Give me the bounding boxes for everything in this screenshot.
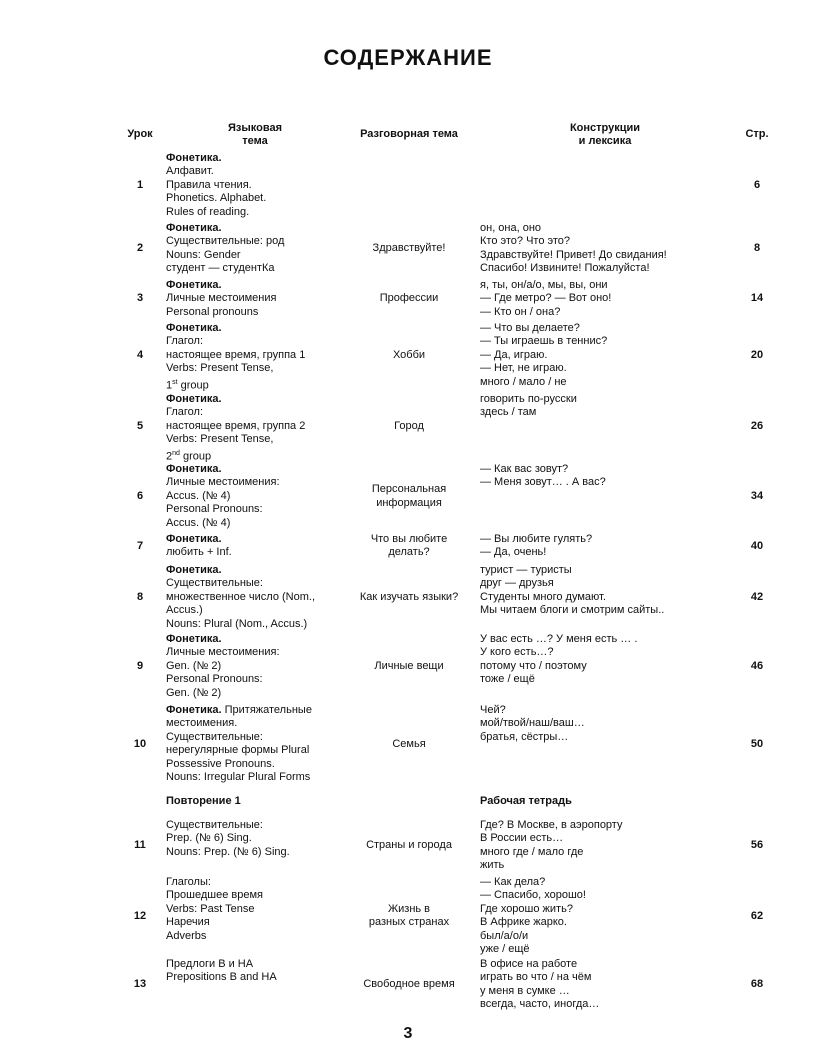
text-line: Глагол:	[166, 335, 203, 348]
text-line: 1st group	[166, 378, 209, 392]
text-line: много где / мало где	[480, 845, 584, 858]
text-line: Prepositions B and HA	[166, 971, 277, 984]
text-line: Личные местоимения:	[166, 476, 280, 489]
text-line: тоже / ещё	[480, 673, 535, 686]
bold-line: Фонетика.	[166, 633, 222, 645]
bold-line: Рабочая тетрадь	[480, 795, 572, 807]
text-line: Gen. (№ 2)	[166, 659, 222, 672]
page-title: СОДЕРЖАНИЕ	[323, 45, 493, 70]
text-line: Чей?	[480, 704, 506, 716]
text-line: жить	[480, 859, 505, 872]
constructions-cell	[480, 958, 680, 1012]
constructions-cell	[480, 463, 680, 490]
lesson-number: 8	[136, 590, 144, 603]
text-line: Существительные: род	[166, 235, 285, 248]
constructions-cell	[480, 533, 680, 560]
text-line: — Спасибо, хорошо!	[480, 889, 586, 902]
text-line: — Как вас зовут?	[480, 463, 569, 475]
bold-line: Повторение 1	[166, 795, 241, 807]
bold-line: Фонетика.	[166, 322, 222, 334]
constructions-cell	[480, 222, 680, 276]
text-line: Глаголы:	[166, 876, 211, 888]
language-topic-cell	[166, 152, 346, 219]
text-line: Профессии	[379, 292, 439, 305]
text-line: Наречия	[166, 916, 210, 929]
bold-line: Фонетика.	[166, 152, 222, 164]
text-line: Personal pronouns	[166, 305, 259, 318]
speaking-topic-cell	[345, 292, 473, 305]
page-ref: 42	[750, 590, 764, 603]
text-line: — Что вы делаете?	[480, 322, 580, 334]
constructions-cell	[480, 564, 680, 618]
text-line: Правила чтения.	[166, 178, 252, 191]
lesson-number: 3	[136, 292, 144, 305]
speaking-topic-cell	[345, 533, 473, 560]
language-topic-cell	[166, 533, 346, 560]
text-line: Prep. (№ 6) Sing.	[166, 832, 252, 845]
text-line: Adverbs	[166, 929, 207, 942]
text-line: потому что / поэтому	[480, 659, 587, 672]
text-line: Кто это? Что это?	[480, 235, 571, 248]
lesson-number: 6	[136, 489, 144, 502]
language-topic-cell	[166, 795, 346, 808]
page-number: 3	[403, 1025, 413, 1042]
language-topic-cell	[166, 704, 346, 784]
text-line: — Как дела?	[480, 876, 546, 888]
constructions-cell	[480, 704, 680, 744]
text-line: Спасибо! Извините! Пожалуйста!	[480, 262, 650, 275]
text-line: он, она, оно	[480, 222, 542, 234]
speaking-topic-cell	[345, 903, 473, 930]
constructions-cell	[480, 393, 680, 420]
text-line: настоящее время, группа 2	[166, 419, 306, 432]
lesson-number: 1	[136, 178, 144, 191]
text-line: Предлоги В и НА	[166, 958, 254, 970]
text-line: Как изучать языки?	[359, 590, 459, 603]
text-line: мой/твой/наш/ваш…	[480, 717, 585, 730]
speaking-topic-cell	[345, 978, 473, 991]
text-line: Accus. (№ 4)	[166, 516, 231, 529]
text-line: В Африке жарко.	[480, 916, 567, 929]
speaking-topic-cell	[345, 839, 473, 852]
language-topic-cell	[166, 393, 346, 464]
language-topic-cell	[166, 564, 346, 631]
constructions-cell	[480, 819, 680, 873]
constructions-cell	[480, 633, 680, 687]
text-line: В России есть…	[480, 832, 564, 845]
text-line: настоящее время, группа 1	[166, 348, 306, 361]
text-line: Accus.)	[166, 604, 203, 617]
bold-line: Фонетика. Притяжательные	[166, 704, 312, 716]
speaking-topic-cell	[345, 349, 473, 362]
text-line: Хобби	[392, 348, 426, 361]
text-line: местоимения.	[166, 717, 238, 730]
text-line: Phonetics. Alphabet.	[166, 192, 267, 205]
lesson-number: 13	[133, 978, 147, 991]
lesson-number: 12	[133, 909, 147, 922]
text-line: — Где метро? — Вот оно!	[480, 292, 612, 305]
speaking-topic-cell	[345, 591, 473, 604]
text-line: Мы читаем блоги и смотрим сайты..	[480, 604, 665, 617]
text-line: Здравствуйте!	[372, 242, 446, 255]
text-line: всегда, часто, иногда…	[480, 998, 600, 1011]
text-line: Глагол:	[166, 406, 203, 419]
text-line: Существительные:	[166, 819, 263, 831]
text-line: Город	[394, 419, 424, 432]
page-ref: 8	[753, 242, 761, 255]
text-line: Где хорошо жить?	[480, 902, 573, 915]
lesson-number: 9	[136, 659, 144, 672]
lesson-number: 5	[136, 419, 144, 432]
speaking-topic-cell	[345, 483, 473, 510]
page-ref: 6	[753, 178, 761, 191]
header-constructions: Конструкции и лексика	[569, 122, 641, 147]
text-line: я, ты, он/а/о, мы, вы, они	[480, 279, 608, 291]
text-line: информация	[376, 496, 442, 509]
constructions-cell	[480, 322, 680, 389]
text-line: уже / ещё	[480, 943, 530, 956]
text-line: Nouns: Prep. (№ 6) Sing.	[166, 845, 290, 858]
lesson-number: 2	[136, 242, 144, 255]
text-line: говорить по-русски	[480, 393, 577, 405]
constructions-cell	[480, 876, 680, 956]
text-line: Жизнь в	[387, 902, 431, 915]
text-line: был/а/о/и	[480, 929, 529, 942]
text-line: Личные вещи	[374, 659, 444, 672]
text-line: 2nd group	[166, 449, 212, 463]
text-line: множественное число (Nom.,	[166, 590, 316, 603]
text-line: Семья	[392, 737, 426, 750]
speaking-topic-cell	[345, 420, 473, 433]
text-line: делать?	[388, 546, 430, 559]
text-line: Rules of reading.	[166, 205, 250, 218]
text-line: — Меня зовут… . А вас?	[480, 476, 606, 489]
language-topic-cell	[166, 463, 346, 530]
page-ref: 68	[750, 978, 764, 991]
language-topic-cell	[166, 633, 346, 700]
text-line: Здравствуйте! Привет! До свидания!	[480, 248, 667, 261]
text-line: братья, сёстры…	[480, 730, 569, 743]
header-language-topic: Языковая тема	[227, 122, 282, 147]
lesson-number: 10	[133, 737, 147, 750]
text-line: Gen. (№ 2)	[166, 686, 222, 699]
page-ref: 46	[750, 659, 764, 672]
header-lesson: Урок	[127, 128, 153, 140]
text-line: Страны и города	[366, 839, 452, 852]
page-ref: 14	[750, 292, 764, 305]
language-topic-cell	[166, 222, 346, 276]
text-line: Личные местоимения	[166, 292, 277, 305]
text-line: Verbs: Present Tense,	[166, 362, 274, 375]
language-topic-cell	[166, 876, 346, 943]
text-line: Студенты много думают.	[480, 590, 606, 603]
text-line: — Да, очень!	[480, 546, 547, 559]
bold-line: Фонетика.	[166, 463, 222, 475]
language-topic-cell	[166, 819, 346, 859]
text-line: — Кто он / она?	[480, 305, 561, 318]
text-line: У кого есть…?	[480, 646, 554, 659]
bold-line: Фонетика.	[166, 533, 222, 545]
text-line: Possessive Pronouns.	[166, 757, 275, 770]
text-line: нерегулярные формы Plural	[166, 744, 310, 757]
text-line: у меня в сумке …	[480, 984, 570, 997]
text-line: Nouns: Plural (Nom., Accus.)	[166, 617, 308, 630]
text-line: турист — туристы	[480, 564, 572, 576]
text-line: Nouns: Gender	[166, 248, 241, 261]
page-ref: 20	[750, 348, 764, 361]
constructions-cell	[480, 279, 680, 319]
speaking-topic-cell	[345, 242, 473, 255]
bold-line: Фонетика.	[166, 564, 222, 576]
page-ref: 26	[750, 419, 764, 432]
language-topic-cell	[166, 958, 346, 985]
text-line: разных странах	[368, 916, 450, 929]
text-line: Где? В Москве, в аэропорту	[480, 819, 623, 831]
page-ref: 56	[750, 839, 764, 852]
text-line: Алфавит.	[166, 165, 214, 178]
constructions-cell	[480, 795, 680, 808]
text-line: Personal Pronouns:	[166, 673, 263, 686]
text-line: Существительные:	[166, 577, 263, 590]
lesson-number: 11	[134, 839, 146, 852]
speaking-topic-cell	[345, 738, 473, 751]
speaking-topic-cell	[345, 660, 473, 673]
header-speaking-topic: Разговорная тема	[360, 128, 458, 140]
text-line: много / мало / не	[480, 375, 567, 388]
text-line: друг — друзья	[480, 577, 554, 590]
lesson-number: 4	[136, 348, 144, 361]
text-line: Прошедшее время	[166, 889, 263, 902]
text-line: Персональная	[371, 483, 447, 496]
text-line: Что вы любите	[370, 533, 448, 545]
text-line: Личные местоимения:	[166, 646, 280, 659]
text-line: Свободное время	[363, 978, 455, 991]
header-page: Стр.	[745, 128, 769, 140]
text-line: студент — студентКа	[166, 262, 275, 275]
text-line: — Нет, не играю.	[480, 362, 567, 375]
bold-line: Фонетика.	[166, 222, 222, 234]
text-line: — Да, играю.	[480, 348, 548, 361]
bold-line: Фонетика.	[166, 279, 222, 291]
text-line: играть во что / на чём	[480, 971, 592, 984]
text-line: В офисе на работе	[480, 958, 578, 970]
text-line: здесь / там	[480, 406, 537, 419]
text-line: — Ты играешь в теннис?	[480, 335, 608, 348]
text-line: любить + Inf.	[166, 546, 232, 559]
text-line: Personal Pronouns:	[166, 503, 263, 516]
lesson-number: 7	[136, 539, 144, 552]
language-topic-cell	[166, 279, 346, 319]
page-ref: 34	[750, 489, 764, 502]
page-ref: 62	[750, 909, 764, 922]
page-ref: 40	[750, 539, 764, 552]
text-line: Accus. (№ 4)	[166, 489, 231, 502]
text-line: Verbs: Past Tense	[166, 902, 255, 915]
language-topic-cell	[166, 322, 346, 393]
text-line: Verbs: Present Tense,	[166, 433, 274, 446]
text-line: У вас есть …? У меня есть … .	[480, 633, 638, 645]
page-ref: 50	[750, 737, 764, 750]
text-line: — Вы любите гулять?	[480, 533, 593, 545]
text-line: Существительные:	[166, 730, 263, 743]
text-line: Nouns: Irregular Plural Forms	[166, 771, 311, 784]
bold-line: Фонетика.	[166, 393, 222, 405]
